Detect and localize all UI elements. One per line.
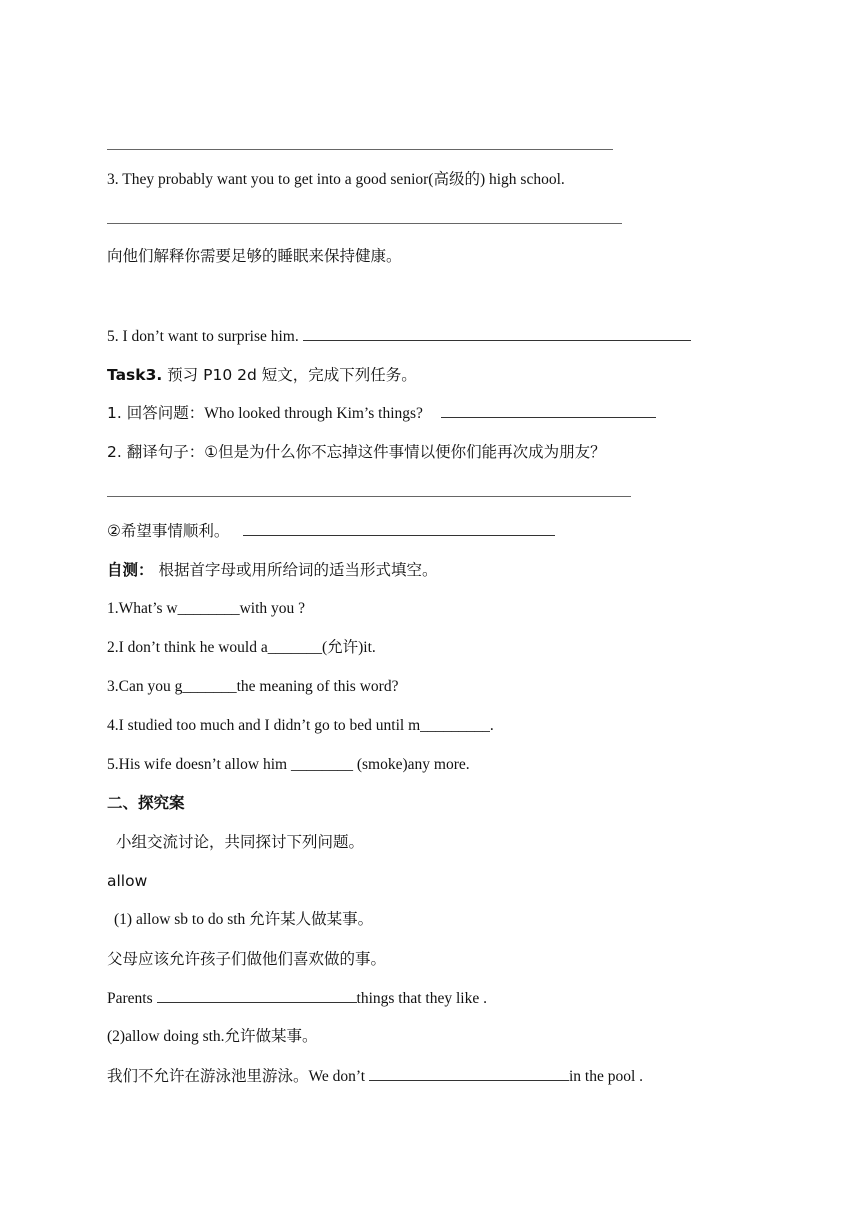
explore-heading: 二、探究案 (107, 794, 185, 812)
item-5-blank (303, 326, 691, 341)
item-4-chinese: 向他们解释你需要足够的睡眠来保持健康。 (107, 247, 402, 265)
explore-usage-2-sentence (107, 1066, 643, 1087)
explore-usage-1: (1) allow sb to do sth 允许某人做某事。 (114, 911, 374, 928)
explore-usage-1-english (107, 988, 487, 1009)
task3-q2b-blank (243, 521, 555, 536)
explore-word: allow (107, 872, 148, 890)
usage-2-en-end: in the pool . (568, 1068, 644, 1085)
task3-q2b-text: ②希望事情顺利。 (107, 522, 230, 540)
item-5 (107, 326, 691, 347)
task3-q1-text: Who looked through Kim’s things? (204, 405, 423, 422)
selftest-item-2: 2.I don’t think he would a_______(允许)it. (107, 639, 376, 656)
task3-q1-blank (441, 403, 656, 418)
task3-header (107, 365, 417, 385)
usage-2-en-start: We don’t (308, 1068, 369, 1085)
selftest-item-1: 1.What’s w________with you ? (107, 600, 306, 617)
item-3: 3. They probably want you to get into a good senior(高级的) high school. (107, 171, 565, 188)
usage-2-chinese: 我们不允许在游泳池里游泳。 (107, 1067, 309, 1085)
explore-usage-1-chinese: 父母应该允许孩子们做他们喜欢做的事。 (107, 950, 387, 968)
explore-usage-2: (2)allow doing sth.允许做某事。 (107, 1028, 318, 1045)
usage-1-blank (157, 988, 357, 1003)
usage-1-en-start: Parents (107, 990, 157, 1007)
task3-q1-prefix: 1. 回答问题： (107, 404, 205, 422)
explore-intro: 小组交流讨论，共同探讨下列问题。 (116, 833, 365, 851)
selftest-header (107, 560, 437, 580)
item-5-text: 5. I don’t want to surprise him. (107, 328, 303, 345)
selftest-item-5: 5.His wife doesn’t allow him ________ (smoke)any more. (107, 756, 470, 773)
task3-question-2b (107, 521, 555, 542)
answer-line-3 (107, 223, 622, 224)
selftest-instruction: 根据首字母或用所给词的适当形式填空。 (153, 561, 438, 579)
selftest-item-4: 4.I studied too much and I didn’t go to bed until m_________. (107, 717, 494, 734)
answer-line-task3-q2 (107, 496, 631, 497)
usage-1-en-end: things that they like . (356, 990, 487, 1007)
selftest-label: 自测： (107, 561, 154, 579)
task3-label: Task3. (107, 366, 163, 384)
answer-line-2 (107, 149, 613, 150)
selftest-item-3: 3.Can you g_______the meaning of this word? (107, 678, 399, 695)
task3-question-1 (107, 403, 656, 424)
usage-2-blank (369, 1066, 569, 1081)
task3-instruction: 预习 P10 2d 短文，完成下列任务。 (162, 366, 417, 384)
task3-question-2: 2. 翻译句子：①但是为什么你不忘掉这件事情以便你们能再次成为朋友？ (107, 443, 606, 461)
